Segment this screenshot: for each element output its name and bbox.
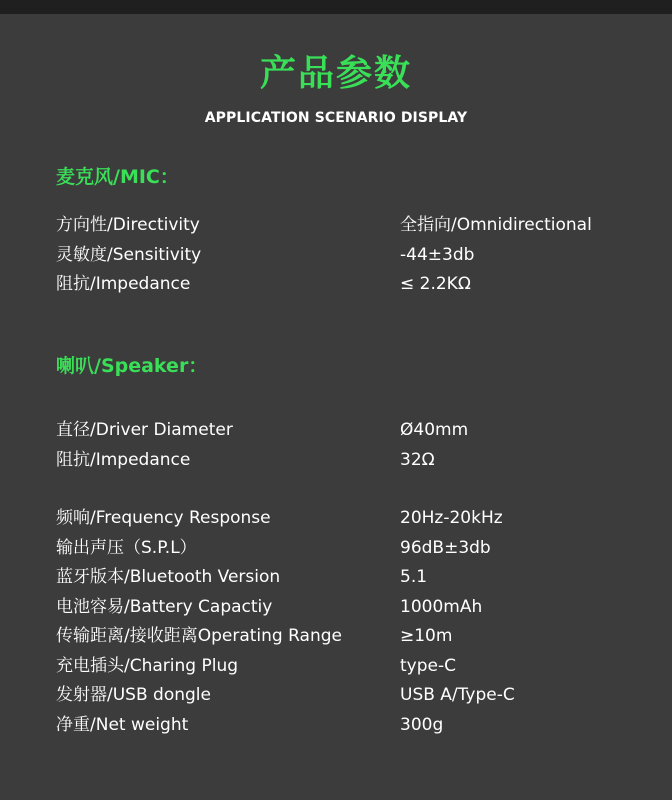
spec-label: 发射器/USB dongle [56,685,211,705]
page-title: 产品参数 [259,53,412,94]
spec-label: 蓝牙版本/Bluetooth Version [56,567,281,587]
spec-row-driver-diameter [56,416,636,446]
spec-row-operating-range [56,622,636,652]
spec-row-bluetooth-version [56,563,636,593]
spec-row-mic-directivity [56,211,636,241]
spec-row-spl [56,534,636,564]
spec-label: 方向性/Directivity [56,215,200,235]
speaker-spec-list-b [56,504,636,740]
spec-label: 灵敏度/Sensitivity [56,244,202,265]
spec-label: 直径/Driver Diameter [56,420,233,440]
spec-value: 96dB±3db [400,537,491,558]
spec-value: 5.1 [400,567,428,587]
spec-value: type-C [400,655,456,676]
spec-label: 频响/Frequency Response [56,508,271,528]
spec-row-net-weight [56,711,636,741]
spec-value: Ø40mm [400,420,469,440]
spec-row-mic-impedance [56,270,636,300]
spec-value: 20Hz-20kHz [400,508,503,528]
speaker-section-heading: 喇叭/Speaker： [56,355,208,377]
spec-row-battery-capacity [56,593,636,623]
spec-value: USB A/Type-C [400,685,515,705]
spec-row-charging-plug [56,652,636,682]
spec-value: ≥10m [400,626,453,646]
spec-value: 全指向/Omnidirectional [400,215,592,235]
spec-value: 1000mAh [400,596,483,617]
spec-row-mic-sensitivity [56,241,636,271]
spec-label: 净重/Net weight [56,714,189,735]
spec-row-usb-dongle [56,681,636,711]
spec-label: 阻抗/Impedance [56,274,191,294]
spec-label: 电池容易/Battery Capactiy [56,596,273,617]
spec-row-speaker-impedance [56,446,636,476]
mic-section-heading: 麦克风/MIC： [56,166,179,188]
mic-spec-list [56,211,636,300]
spec-value: -44±3db [400,244,475,265]
top-band [0,0,672,14]
spec-label: 充电插头/Charing Plug [56,655,239,676]
speaker-spec-list-a [56,416,636,475]
spec-value: 32Ω [400,449,435,470]
spec-value: ≤ 2.2KΩ [400,274,471,294]
spec-label: 传输距离/接收距离Operating Range [56,626,343,646]
page-subtitle: APPLICATION SCENARIO DISPLAY [204,110,468,126]
spec-label: 输出声压（S.P.L） [56,537,197,558]
spec-value: 300g [400,714,444,735]
spec-label: 阻抗/Impedance [56,449,191,470]
spec-row-frequency-response [56,504,636,534]
